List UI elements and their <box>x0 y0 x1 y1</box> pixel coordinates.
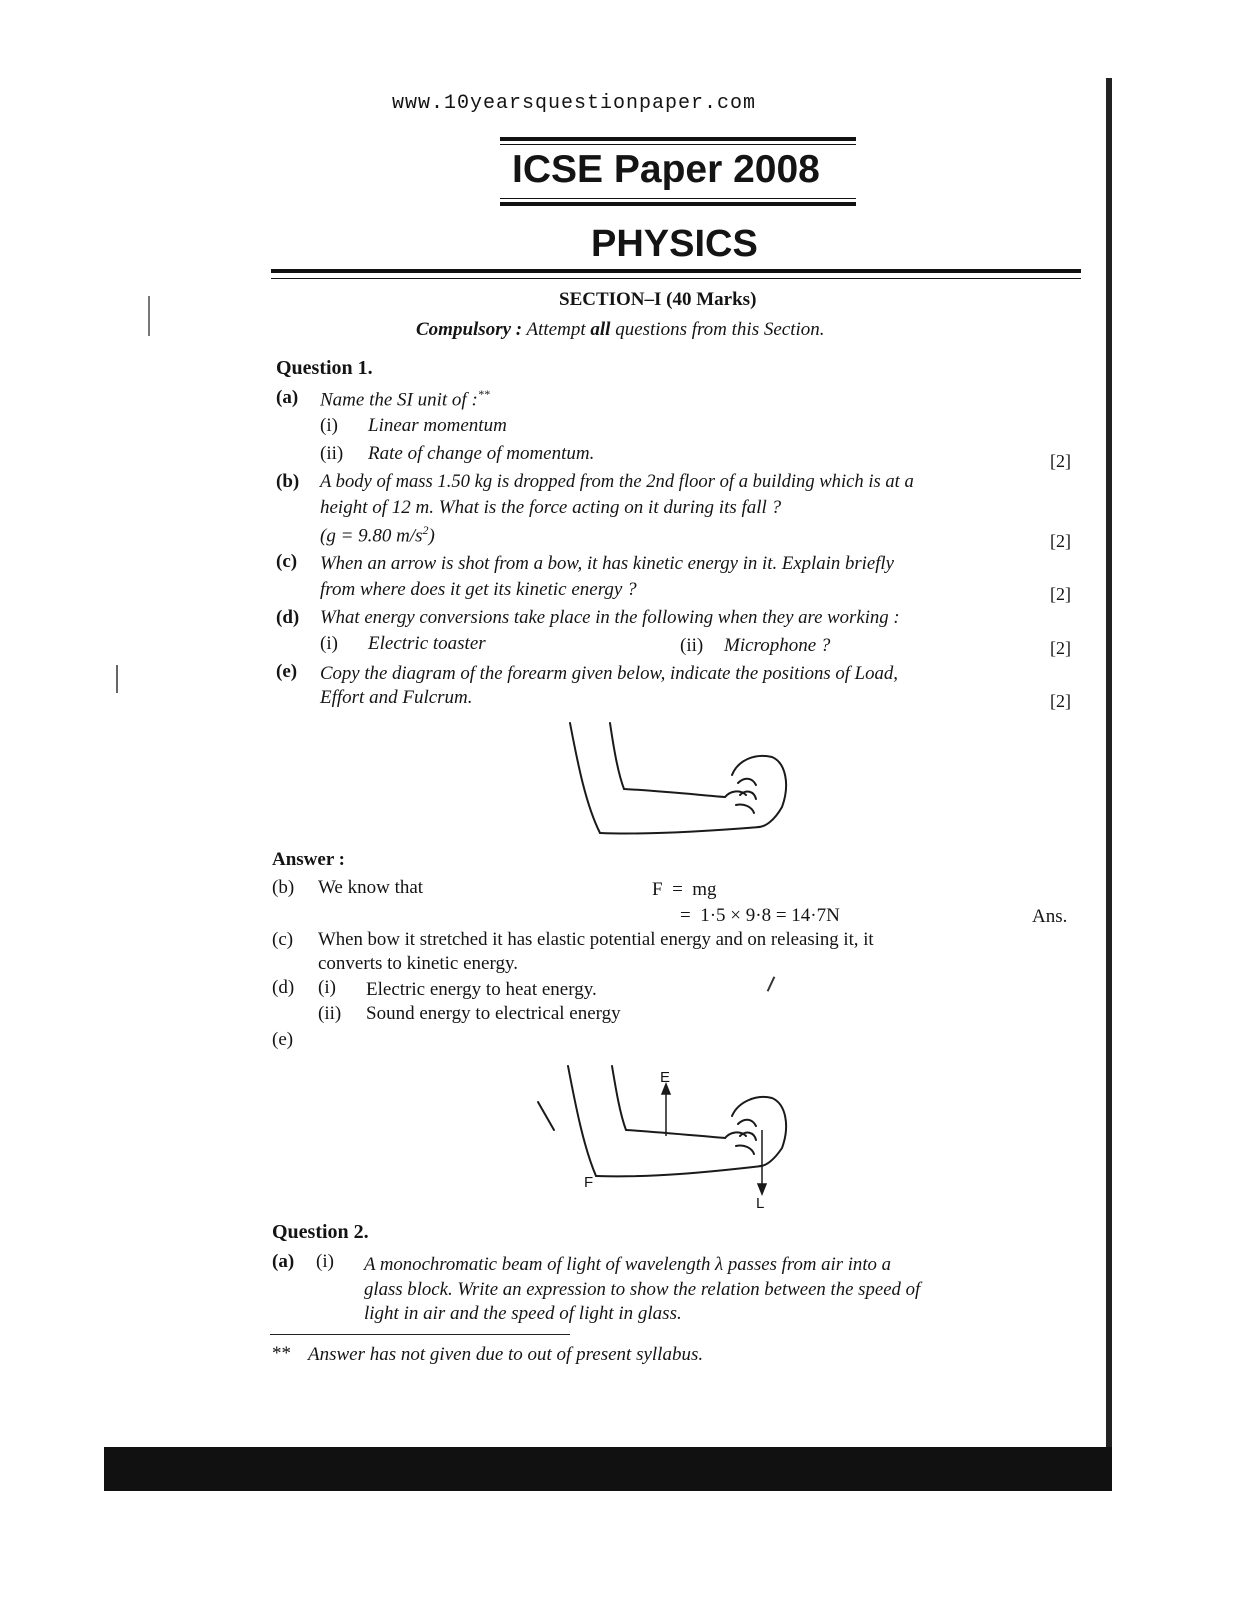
q1-a-i-text: Linear momentum <box>368 415 507 436</box>
forearm-diagram <box>560 715 810 845</box>
ans-c-label: (c) <box>272 929 294 950</box>
ans-c-line1: When bow it stretched it has elastic potential energy and on releasing it, it <box>318 929 874 950</box>
q1-c-line2: from where does it get its kinetic energy ? <box>320 579 637 600</box>
website-url: www.10yearsquestionpaper.com <box>392 92 757 115</box>
instruction-lead: Compulsory : <box>416 319 523 340</box>
q1-d-ii-text: Microphone ? <box>724 635 831 656</box>
q2-a-i-line1: A monochromatic beam of light of wavelength λ passes from air into a <box>364 1254 892 1275</box>
ans-d-ii-text: Sound energy to electrical energy <box>366 1003 621 1024</box>
q1-b-g-close: ) <box>428 525 435 547</box>
pen-mark <box>767 976 776 991</box>
q1-c-line1: When an arrow is shot from a bow, it has kinetic energy in it. Explain briefly <box>320 553 894 574</box>
q1-a-ii-label: (ii) <box>320 443 344 464</box>
scan-speck <box>148 296 150 336</box>
upper-arm-front <box>610 723 624 789</box>
forearm-top <box>626 1130 725 1138</box>
thumb <box>725 1132 746 1138</box>
q1-a-prompt: Name the SI unit of : <box>320 389 478 411</box>
q1-d-ii-label: (ii) <box>680 635 704 656</box>
upper-arm-front <box>612 1066 626 1130</box>
q1-b-marks: [2] <box>1050 531 1071 551</box>
forearm-top <box>624 789 725 797</box>
ans-b-equation-2: = 1·5 × 9·8 = 14·7N <box>680 905 840 926</box>
q1-c-marks: [2] <box>1050 584 1071 604</box>
q1-b-label: (b) <box>276 471 300 492</box>
q1-a-marks: [2] <box>1050 451 1071 471</box>
forearm-bottom <box>596 1166 762 1176</box>
q1-b-g-exponent: 2 <box>422 523 429 537</box>
ans-d-i-text: Electric energy to heat energy. <box>366 979 597 1000</box>
instruction-mid: Attempt <box>522 319 591 340</box>
ans-d-label: (d) <box>272 977 295 998</box>
ans-b-label: (b) <box>272 877 295 898</box>
q1-b-g-value: (g = 9.80 m/s <box>320 525 423 547</box>
title-rule-bottom-thin <box>500 198 856 199</box>
instruction-tail: questions from this Section. <box>610 319 825 340</box>
hand-outline <box>732 1097 786 1166</box>
title-rule-bottom-thick <box>500 202 856 206</box>
q1-e-label: (e) <box>276 661 298 682</box>
q1-a-ii-text: Rate of change of momentum. <box>368 443 595 464</box>
footnote-text: Answer has not given due to out of present syllabus. <box>308 1344 704 1365</box>
footnote-rule <box>270 1334 570 1335</box>
q1-d-i-text: Electric toaster <box>368 633 486 654</box>
scan-speck <box>116 665 118 693</box>
q1-d-line1: What energy conversions take place in the following when they are working : <box>320 607 900 628</box>
ans-d-ii-label: (ii) <box>318 1003 342 1024</box>
q1-a-text <box>320 387 490 411</box>
q1-b-line3 <box>320 523 435 547</box>
q1-d-label: (d) <box>276 607 300 628</box>
question-1-heading: Question 1. <box>276 357 373 379</box>
q1-e-line2: Effort and Fulcrum. <box>320 687 473 708</box>
forearm-bottom <box>600 827 760 834</box>
ans-e-label: (e) <box>272 1029 294 1050</box>
instruction-bold: all <box>590 319 611 340</box>
subject-title: PHYSICS <box>591 223 758 265</box>
title-rule-top-thick <box>500 137 856 141</box>
q2-a-i-label: (i) <box>316 1251 334 1272</box>
ans-c-line2: converts to kinetic energy. <box>318 953 518 974</box>
answer-heading: Answer : <box>272 849 346 870</box>
header-rule-thick <box>271 269 1081 273</box>
q2-a-label: (a) <box>272 1251 295 1272</box>
q1-e-line1: Copy the diagram of the forearm given below, indicate the positions of Load, <box>320 663 898 684</box>
q1-d-marks: [2] <box>1050 638 1071 658</box>
load-arrow-head <box>758 1184 766 1194</box>
upper-arm-back <box>570 723 600 833</box>
ans-b-text: We know that <box>318 877 424 898</box>
q2-a-i-line2: glass block. Write an expression to show the relation between the speed of <box>364 1279 921 1300</box>
thumb <box>725 791 746 797</box>
q1-a-i-label: (i) <box>320 415 338 436</box>
ans-b-ans: Ans. <box>1032 906 1068 927</box>
section-instruction <box>416 319 825 341</box>
section-heading: SECTION–I (40 Marks) <box>559 289 757 310</box>
footnote-mark: ** <box>272 1343 291 1364</box>
ans-d-i-label: (i) <box>318 977 336 998</box>
q1-c-label: (c) <box>276 551 298 572</box>
q1-a-label: (a) <box>276 387 299 408</box>
q1-b-line2: height of 12 m. What is the force acting on it during its fall ? <box>320 497 782 518</box>
upper-arm-back <box>568 1066 596 1176</box>
header-rule-thin <box>271 278 1081 279</box>
fulcrum-label: F <box>584 1174 594 1191</box>
title-rule-top-thin <box>500 144 856 145</box>
q1-a-footnote-mark: ** <box>477 387 490 401</box>
load-label: L <box>756 1195 765 1212</box>
q2-a-i-line3: light in air and the speed of light in glass. <box>364 1303 682 1324</box>
effort-label: E <box>660 1069 671 1086</box>
scan-bottom-bar <box>104 1447 1112 1491</box>
motion-mark <box>538 1102 554 1130</box>
q1-d-i-label: (i) <box>320 633 338 654</box>
question-2-heading: Question 2. <box>272 1221 369 1243</box>
scan-right-edge <box>1106 78 1112 1488</box>
paper-title: ICSE Paper 2008 <box>512 148 820 191</box>
q1-e-marks: [2] <box>1050 691 1071 711</box>
q1-b-line1: A body of mass 1.50 kg is dropped from the 2nd floor of a building which is at a <box>320 471 914 492</box>
ans-b-equation-1: F = mg <box>652 879 717 900</box>
